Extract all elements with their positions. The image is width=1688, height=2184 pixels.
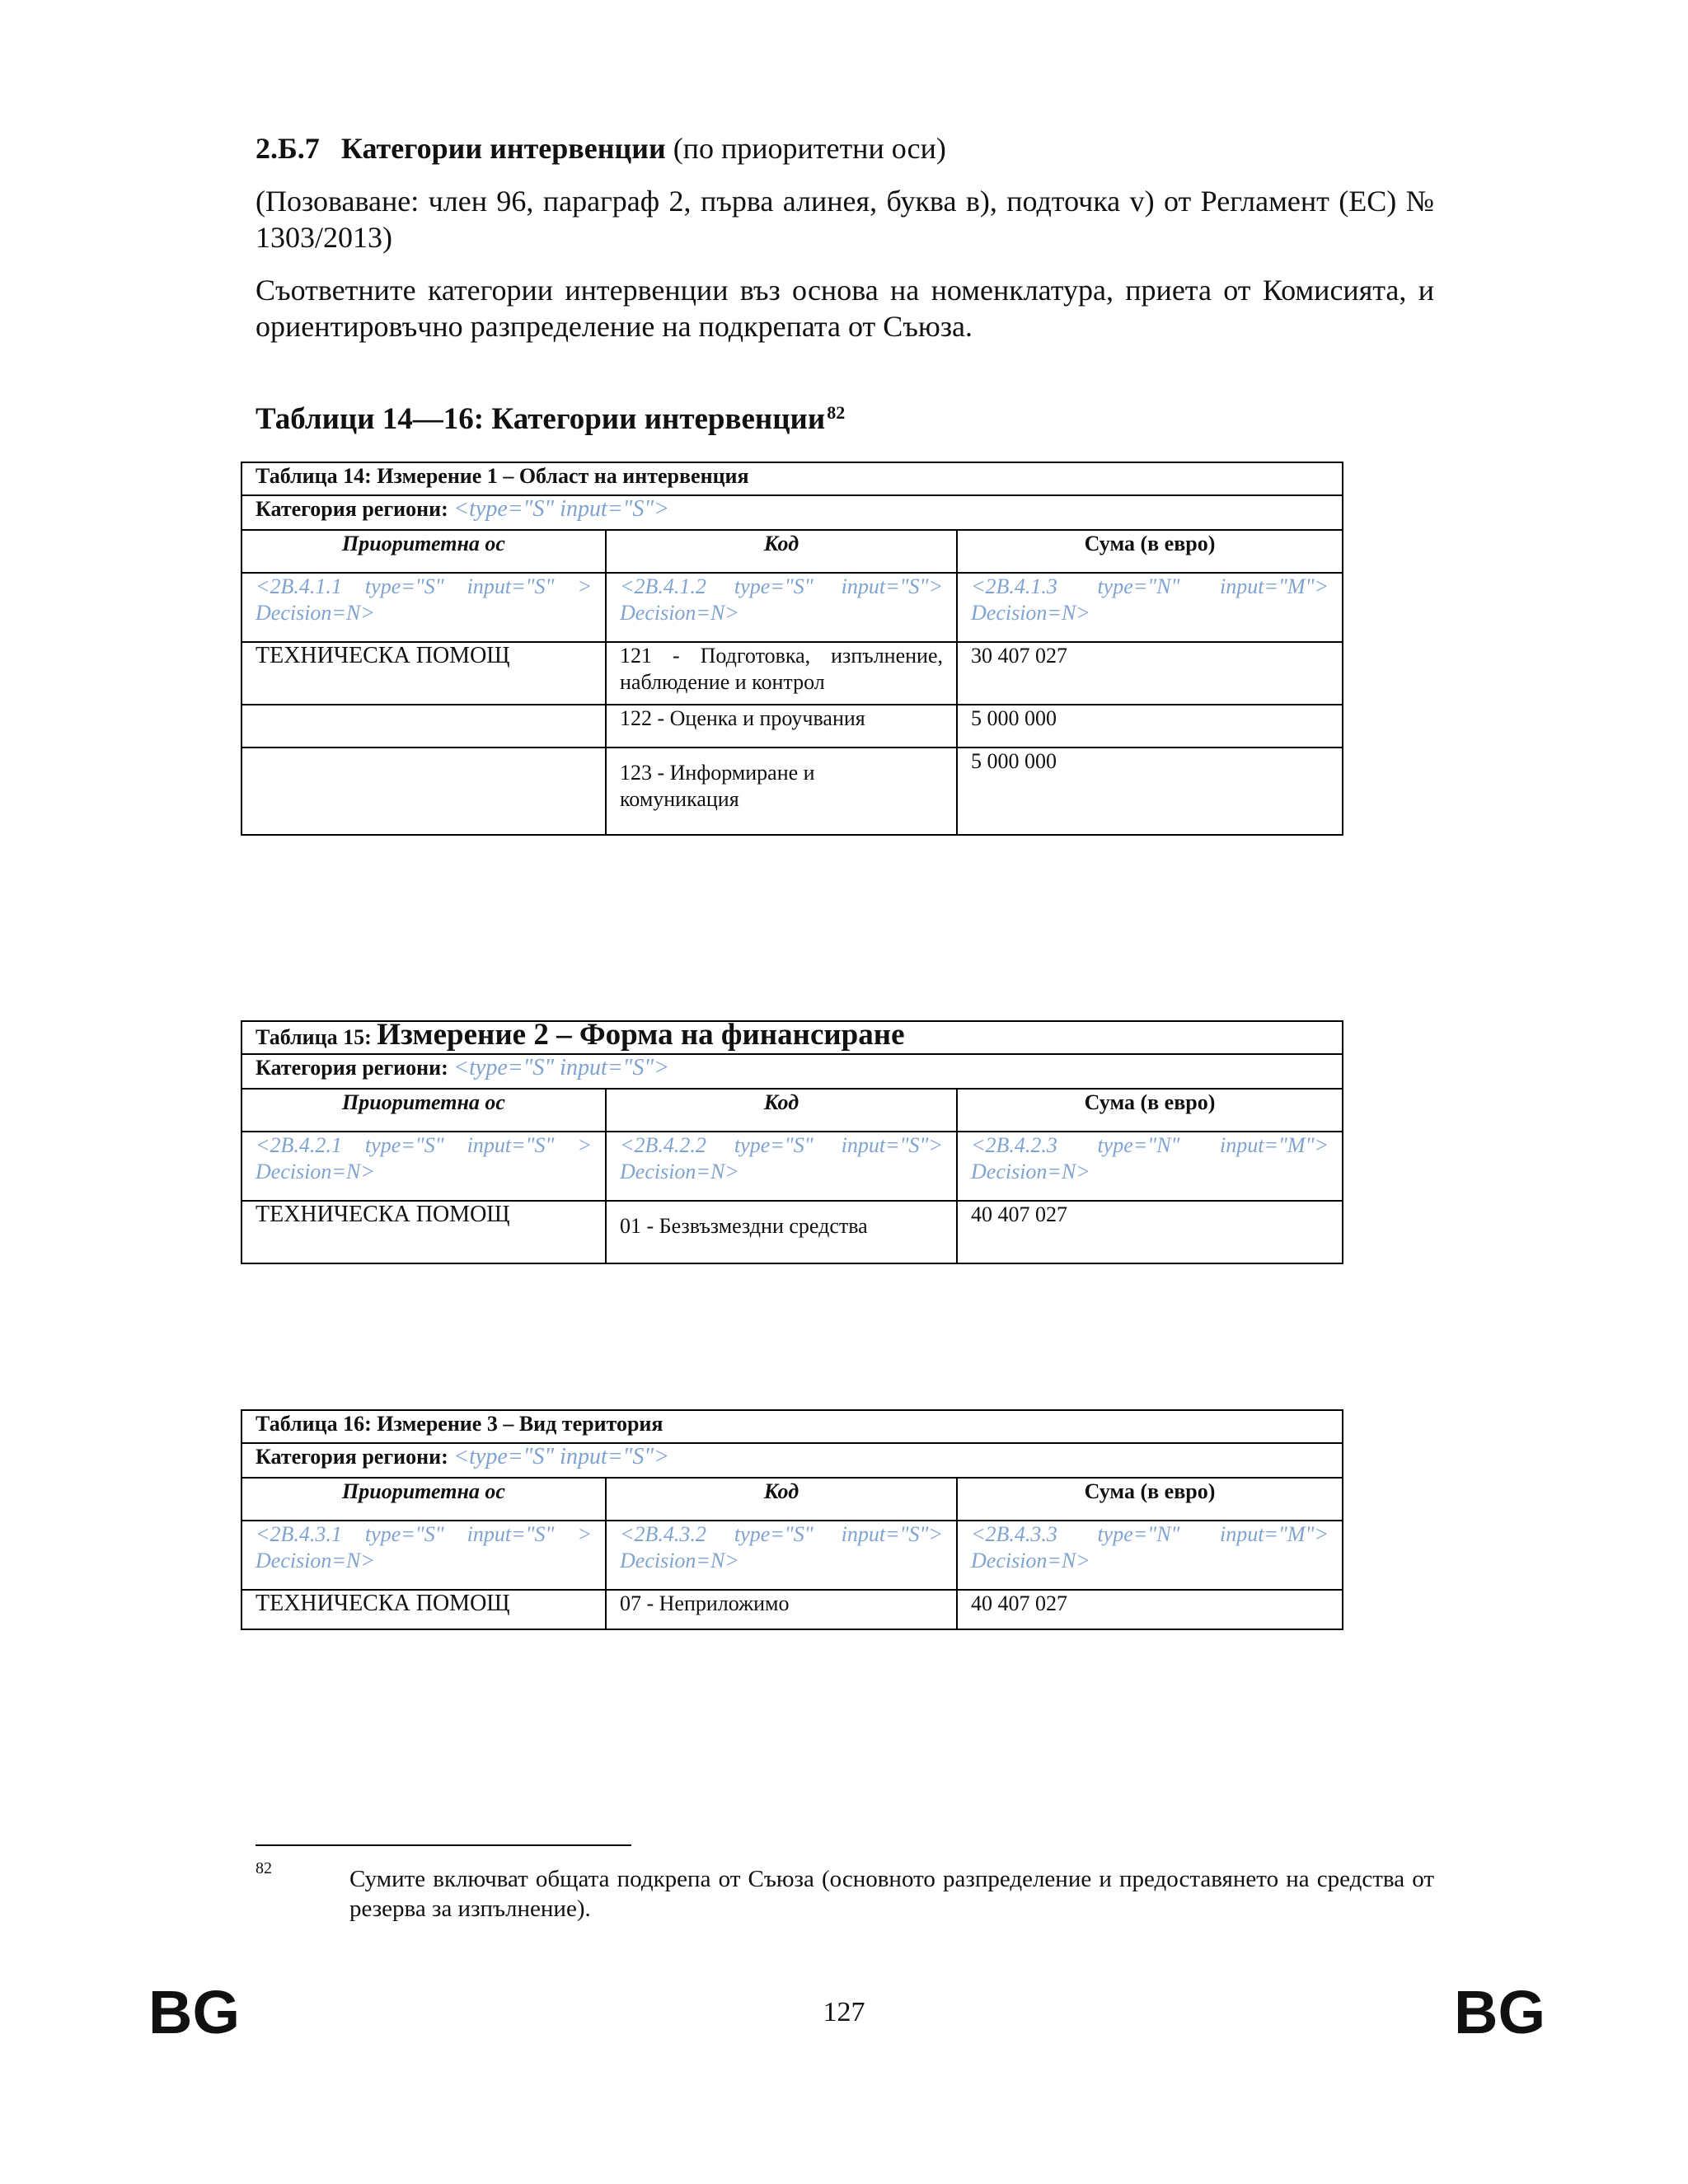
table-row	[241, 1590, 1343, 1629]
placeholder-amount: <2B.4.3.3 type="N" input="M"> Decision=N>	[957, 1521, 1343, 1590]
cell-amount: 5 000 000	[957, 705, 1343, 748]
cell-axis: ТЕХНИЧЕСКА ПОМОЩ	[241, 1590, 606, 1629]
tables-title-text: Таблици 14—16: Категории интервенции	[256, 402, 826, 436]
placeholder-axis: <2B.4.3.1 type="S" input="S" > Decision=N>	[241, 1521, 606, 1590]
region-label: Категория региони:	[256, 497, 448, 521]
cell-amount: 30 407 027	[957, 642, 1343, 705]
table-title	[241, 462, 1343, 495]
region-cell	[241, 495, 1343, 530]
cell-code: 122 - Оценка и проучвания	[606, 705, 957, 748]
table-title-row	[241, 1021, 1343, 1054]
table-title-row	[241, 462, 1343, 495]
header-axis: Приоритетна ос	[241, 530, 606, 573]
placeholder-row	[241, 1132, 1343, 1201]
footnote-number: 82	[256, 1859, 272, 1877]
region-placeholder: <type="S" input="S">	[453, 496, 670, 522]
cell-code: 121 - Подготовка, изпълнение, наблюдение и контрол	[606, 642, 957, 705]
tables-title	[256, 401, 845, 438]
table-row	[241, 748, 1343, 835]
table-title-prefix: Таблица 15:	[256, 1025, 372, 1049]
header-amount: Сума (в евро)	[957, 530, 1343, 573]
cell-code-text: 123 - Информиране и комуникация	[620, 761, 815, 811]
placeholder-row	[241, 573, 1343, 642]
table-title-prefix: Таблица 14:	[256, 464, 372, 488]
table-row	[241, 1201, 1343, 1263]
header-code: Код	[606, 1478, 957, 1521]
cell-axis	[241, 748, 606, 835]
description-paragraph: Съответните категории интервенции въз основа на номенклатура, приета от Комисията, и ориентировъчно разпределение на подкрепата от Съюза.	[256, 274, 1434, 343]
placeholder-code: <2B.4.1.2 type="S" input="S"> Decision=N>	[606, 573, 957, 642]
region-label: Категория региони:	[256, 1056, 448, 1080]
table-15	[241, 1020, 1343, 1264]
table-16	[241, 1409, 1343, 1630]
header-amount: Сума (в евро)	[957, 1089, 1343, 1132]
cell-code-text: 01 - Безвъзмездни средства	[620, 1214, 868, 1238]
table-title-prefix: Таблица 16:	[256, 1412, 372, 1436]
footnote-separator	[256, 1844, 631, 1846]
cell-axis	[241, 705, 606, 748]
header-code: Код	[606, 1089, 957, 1132]
region-placeholder: <type="S" input="S">	[453, 1444, 670, 1469]
placeholder-axis: <2B.4.2.1 type="S" input="S" > Decision=N>	[241, 1132, 606, 1201]
section-heading	[256, 130, 946, 166]
header-row	[241, 1089, 1343, 1132]
header-row	[241, 530, 1343, 573]
section-title: Категории интервенции	[340, 132, 666, 165]
placeholder-amount: <2B.4.2.3 type="N" input="M"> Decision=N>	[957, 1132, 1343, 1201]
region-cell	[241, 1054, 1343, 1089]
region-cell	[241, 1443, 1343, 1478]
header-code: Код	[606, 530, 957, 573]
section-number: 2.Б.7	[256, 132, 320, 165]
region-row	[241, 1054, 1343, 1089]
language-mark-right: BG	[1454, 1978, 1545, 2046]
cell-amount: 5 000 000	[957, 748, 1343, 835]
section-title-suffix: (по приоритетни оси)	[673, 132, 946, 165]
placeholder-axis: <2B.4.1.1 type="S" input="S" > Decision=N>	[241, 573, 606, 642]
cell-axis: ТЕХНИЧЕСКА ПОМОЩ	[241, 1201, 606, 1263]
table-14	[241, 462, 1343, 836]
table-title-rest: Измерение 1 – Област на интервенция	[377, 464, 749, 488]
footnote-text: Сумите включват общата подкрепа от Съюза (основното разпределение и предоставянето на средства от резерва за изпълнение).	[349, 1866, 1434, 1922]
reference-paragraph: (Позоваване: член 96, параграф 2, първа алинея, буква в), подточка v) от Регламент (ЕС) № 1303/2013)	[256, 185, 1434, 254]
footnote-reference[interactable]: 82	[827, 402, 846, 423]
cell-amount: 40 407 027	[957, 1590, 1343, 1629]
table-title-row	[241, 1410, 1343, 1443]
cell-code	[606, 748, 957, 835]
cell-code: 07 - Неприложимо	[606, 1590, 957, 1629]
language-mark-left: BG	[148, 1978, 240, 2046]
placeholder-amount: <2B.4.1.3 type="N" input="M"> Decision=N>	[957, 573, 1343, 642]
placeholder-code: <2B.4.2.2 type="S" input="S"> Decision=N>	[606, 1132, 957, 1201]
cell-amount: 40 407 027	[957, 1201, 1343, 1263]
table-title-rest: Измерение 2 – Форма на финансиране	[377, 1021, 905, 1052]
header-row	[241, 1478, 1343, 1521]
header-amount: Сума (в евро)	[957, 1478, 1343, 1521]
region-row	[241, 495, 1343, 530]
cell-code	[606, 1201, 957, 1263]
header-axis: Приоритетна ос	[241, 1478, 606, 1521]
header-axis: Приоритетна ос	[241, 1089, 606, 1132]
table-title-rest: Измерение 3 – Вид територия	[377, 1412, 663, 1436]
table-title	[241, 1410, 1343, 1443]
region-label: Категория региони:	[256, 1445, 448, 1469]
placeholder-code: <2B.4.3.2 type="S" input="S"> Decision=N>	[606, 1521, 957, 1590]
table-row	[241, 642, 1343, 705]
table-title	[241, 1021, 1343, 1054]
page-number: 127	[823, 1997, 865, 2027]
table-row	[241, 705, 1343, 748]
region-row	[241, 1443, 1343, 1478]
placeholder-row	[241, 1521, 1343, 1590]
region-placeholder: <type="S" input="S">	[453, 1055, 670, 1080]
cell-axis: ТЕХНИЧЕСКА ПОМОЩ	[241, 642, 606, 705]
